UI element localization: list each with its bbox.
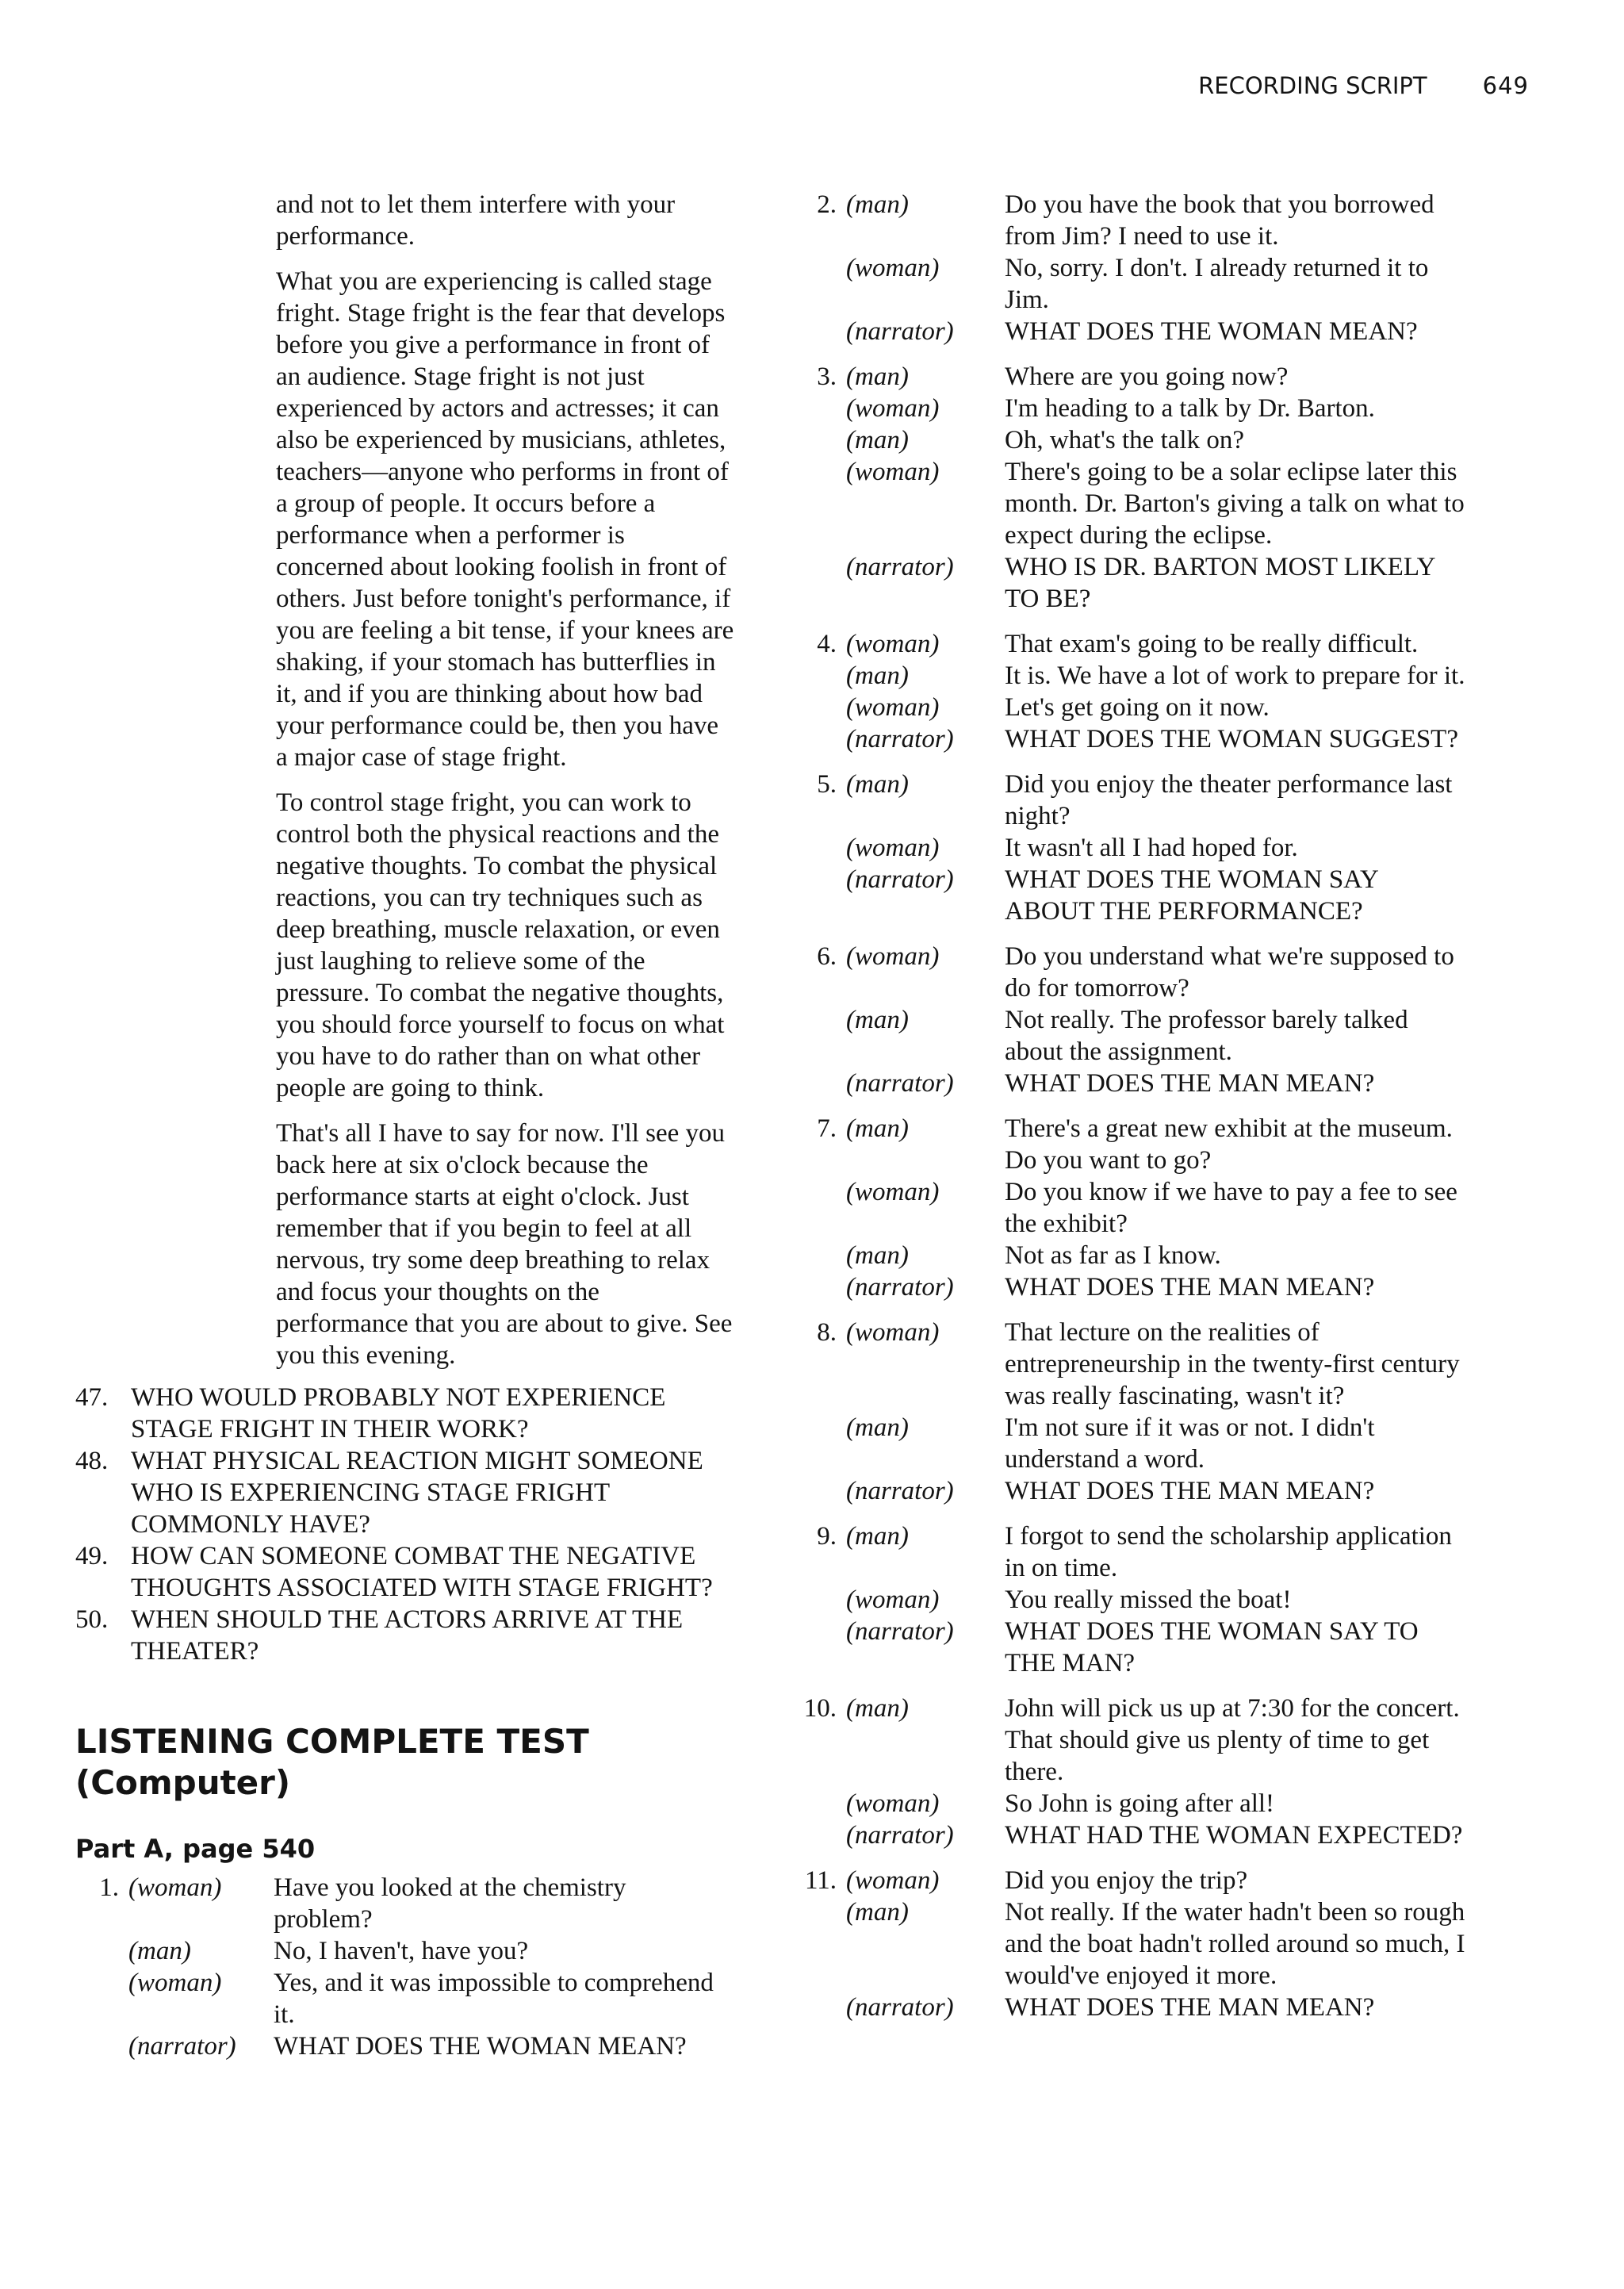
- dialogue-line: [793, 1317, 1507, 1412]
- dialogue-item: [793, 1865, 1507, 2023]
- speaker-label: (man): [846, 1522, 909, 1551]
- speaker-label: (woman): [846, 1789, 940, 1818]
- speaker-label: (man): [846, 1898, 909, 1927]
- dialogue-line: [793, 1992, 1507, 2023]
- item-number: 2.: [817, 190, 837, 219]
- speaker-label: (woman): [846, 942, 940, 971]
- speaker-label: (narrator): [846, 553, 954, 581]
- line-text: That exam's going to be really difficult.: [1005, 630, 1419, 658]
- speaker-label: (narrator): [846, 1069, 954, 1098]
- dialogue-line: [793, 941, 1507, 1004]
- dialogue-line: [793, 1412, 1507, 1475]
- speaker-label: (narrator): [846, 1617, 954, 1646]
- dialogue-line: [793, 456, 1507, 551]
- dialogue-item: [793, 1693, 1507, 1851]
- line-text: Do you know if we have to pay a fee to see the exhibit?: [1005, 1178, 1457, 1238]
- line-text: I forgot to send the scholarship application in on time.: [1005, 1522, 1452, 1582]
- line-text: Not as far as I know.: [1005, 1241, 1221, 1270]
- dialogue-line: [793, 1113, 1507, 1176]
- dialogue-line: [793, 1819, 1507, 1851]
- question-text: WHAT PHYSICAL REACTION MIGHT SOMEONE WHO IS EXPERIENCING STAGE FRIGHT COMMONLY HAVE?: [131, 1447, 703, 1539]
- line-text: It is. We have a lot of work to prepare for it.: [1005, 661, 1465, 690]
- dialogue-line: [75, 2030, 733, 2062]
- question-item: [75, 1382, 733, 1445]
- dialogue-item: [793, 1317, 1507, 1507]
- section-title: [75, 1721, 733, 1804]
- speaker-label: (man): [846, 661, 909, 690]
- dialogue-item: [75, 1872, 733, 2062]
- dialogue-item: [793, 361, 1507, 615]
- speaker-label: (woman): [846, 1178, 940, 1206]
- line-text: Did you enjoy the theater performance last night?: [1005, 770, 1453, 830]
- line-text: There's a great new exhibit at the museum. Do you want to go?: [1005, 1114, 1453, 1175]
- dialogue-line: [793, 832, 1507, 864]
- speaker-label: (man): [846, 426, 909, 454]
- question-list: [75, 1382, 733, 1667]
- speaker-label: (woman): [128, 1873, 222, 1902]
- speaker-label: (woman): [846, 693, 940, 722]
- section-title-line: LISTENING COMPLETE TEST: [75, 1722, 589, 1761]
- line-text: WHAT DOES THE WOMAN MEAN?: [274, 2032, 687, 2061]
- line-text: Not really. The professor barely talked about the assignment.: [1005, 1006, 1408, 1066]
- dialogue-line: [793, 1475, 1507, 1507]
- dialogue-line: [793, 393, 1507, 424]
- line-text: WHAT DOES THE MAN MEAN?: [1005, 1273, 1375, 1302]
- dialogue-line: [793, 1896, 1507, 1992]
- line-text: WHAT DOES THE WOMAN MEAN?: [1005, 317, 1418, 346]
- item-number: 11.: [804, 1866, 837, 1895]
- dialogue-line: [75, 1935, 733, 1967]
- item-number: 4.: [817, 630, 837, 658]
- script-paragraph: What you are experiencing is called stage fright. Stage fright is the fear that develops before you give a performance in front of an audience. Stage fright is not just experienced by actors and actresses; it can also be experienced by musicians, athletes, teachers—anyone who performs in front of a group of people. It occurs before a performance when a performer is concerned about looking foolish in front of others. Just before tonight's performance, if you are feeling a bit tense, if your knees are shaking, if your stomach has butterflies in it, and if you are thinking about how bad your performance could be, then you have a major case of stage fright.: [276, 267, 734, 772]
- line-text: WHAT DOES THE MAN MEAN?: [1005, 1477, 1375, 1505]
- line-text: John will pick us up at 7:30 for the concert. That should give us plenty of time to get there.: [1005, 1694, 1460, 1786]
- script-paragraph: and not to let them interfere with your performance.: [276, 190, 676, 251]
- line-text: You really missed the boat!: [1005, 1585, 1292, 1614]
- speaker-label: (man): [128, 1937, 191, 1965]
- speaker-label: (narrator): [846, 1821, 954, 1850]
- item-number: 10.: [803, 1694, 837, 1723]
- dialogue-line: [793, 628, 1507, 660]
- running-title: RECORDING SCRIPT: [1198, 72, 1427, 99]
- speaker-label: (narrator): [846, 1477, 954, 1505]
- line-text: WHAT DOES THE WOMAN SAY TO THE MAN?: [1005, 1617, 1419, 1677]
- dialogue-line: [793, 316, 1507, 347]
- dialogue-item: [793, 769, 1507, 927]
- speaker-label: (woman): [846, 1318, 940, 1347]
- dialogue-line: [793, 1788, 1507, 1819]
- line-text: Yes, and it was impossible to comprehend it.: [274, 1969, 714, 2029]
- dialogue-item: [793, 1113, 1507, 1303]
- speaker-label: (woman): [846, 1585, 940, 1614]
- right-column: [793, 189, 1507, 2037]
- speaker-label: (woman): [846, 254, 940, 282]
- dialogue-line: [793, 1240, 1507, 1271]
- speaker-label: (man): [846, 1241, 909, 1270]
- speaker-label: (man): [846, 1413, 909, 1442]
- item-number: 5.: [817, 770, 837, 799]
- dialogue-item: [793, 1520, 1507, 1679]
- question-number: 50.: [75, 1605, 109, 1634]
- item-number: 1.: [99, 1873, 119, 1902]
- page-number: 649: [1482, 72, 1529, 99]
- question-item: [75, 1604, 733, 1667]
- speaker-label: (narrator): [846, 725, 954, 753]
- page-header: [1198, 70, 1529, 102]
- speaker-label: (woman): [846, 458, 940, 486]
- line-text: Not really. If the water hadn't been so rough and the boat hadn't rolled around so much, I would've enjoyed it more.: [1005, 1898, 1465, 1990]
- dialogue-line: [75, 1967, 733, 2030]
- dialogue-line: [793, 1865, 1507, 1896]
- dialogue-line: [793, 723, 1507, 755]
- line-text: There's going to be a solar eclipse later this month. Dr. Barton's giving a talk on what to expect during the eclipse.: [1005, 458, 1465, 550]
- dialogue-line: [793, 1693, 1507, 1788]
- dialogue-line: [793, 1004, 1507, 1068]
- speaker-label: (man): [846, 190, 909, 219]
- dialogue-line: [793, 424, 1507, 456]
- dialogue-line: [793, 361, 1507, 393]
- speaker-label: (woman): [846, 394, 940, 423]
- dialogue-line: [75, 1872, 733, 1935]
- line-text: WHAT DOES THE MAN MEAN?: [1005, 1069, 1375, 1098]
- dialogue-item: [793, 189, 1507, 347]
- speaker-label: (narrator): [846, 1273, 954, 1302]
- speaker-label: (woman): [846, 630, 940, 658]
- line-text: Let's get going on it now.: [1005, 693, 1270, 722]
- line-text: I'm heading to a talk by Dr. Barton.: [1005, 394, 1375, 423]
- speaker-label: (man): [846, 1114, 909, 1143]
- dialogue-line: [793, 1616, 1507, 1679]
- dialogue-line: [793, 692, 1507, 723]
- speaker-label: (man): [846, 362, 909, 391]
- line-text: So John is going after all!: [1005, 1789, 1275, 1818]
- dialogue-item: [793, 628, 1507, 755]
- line-text: Do you understand what we're supposed to do for tomorrow?: [1005, 942, 1454, 1003]
- line-text: WHAT HAD THE WOMAN EXPECTED?: [1005, 1821, 1463, 1850]
- dialogue-line: [793, 252, 1507, 316]
- line-text: WHAT DOES THE MAN MEAN?: [1005, 1993, 1375, 2022]
- speaker-label: (narrator): [846, 317, 954, 346]
- item-number: 6.: [817, 942, 837, 971]
- part-title: Part A, page 540: [75, 1834, 316, 1864]
- line-text: Have you looked at the chemistry problem?: [274, 1873, 626, 1934]
- line-text: WHO IS DR. BARTON MOST LIKELY TO BE?: [1005, 553, 1435, 613]
- question-text: HOW CAN SOMEONE COMBAT THE NEGATIVE THOUGHTS ASSOCIATED WITH STAGE FRIGHT?: [131, 1542, 713, 1602]
- item-number: 7.: [817, 1114, 837, 1143]
- question-number: 47.: [75, 1383, 109, 1412]
- speaker-label: (woman): [846, 1866, 940, 1895]
- item-number: 8.: [817, 1318, 837, 1347]
- question-number: 48.: [75, 1447, 109, 1475]
- line-text: WHAT DOES THE WOMAN SAY ABOUT THE PERFORMANCE?: [1005, 865, 1378, 926]
- item-number: 9.: [817, 1522, 837, 1551]
- line-text: No, sorry. I don't. I already returned it to Jim.: [1005, 254, 1429, 314]
- section-title-line: (Computer): [75, 1763, 291, 1802]
- question-text: WHEN SHOULD THE ACTORS ARRIVE AT THE THEATER?: [131, 1605, 684, 1666]
- item-number: 3.: [817, 362, 837, 391]
- dialogue-line: [793, 864, 1507, 927]
- line-text: Do you have the book that you borrowed from Jim? I need to use it.: [1005, 190, 1434, 251]
- line-text: Where are you going now?: [1005, 362, 1289, 391]
- dialogue-line: [793, 1271, 1507, 1303]
- speaker-label: (narrator): [846, 1993, 954, 2022]
- dialogue-line: [793, 1520, 1507, 1584]
- dialogue-line: [793, 1068, 1507, 1099]
- line-text: WHAT DOES THE WOMAN SUGGEST?: [1005, 725, 1458, 753]
- speaker-label: (woman): [846, 834, 940, 862]
- dialogue-line: [793, 660, 1507, 692]
- speaker-label: (man): [846, 1694, 909, 1723]
- line-text: I'm not sure if it was or not. I didn't understand a word.: [1005, 1413, 1375, 1474]
- line-text: Oh, what's the talk on?: [1005, 426, 1244, 454]
- dialogue-line: [793, 551, 1507, 615]
- line-text: It wasn't all I had hoped for.: [1005, 834, 1298, 862]
- speaker-label: (narrator): [128, 2032, 236, 2061]
- dialogue-line: [793, 189, 1507, 252]
- question-item: [75, 1445, 733, 1540]
- line-text: That lecture on the realities of entrepreneurship in the twenty-first century was really fascinating, wasn't it?: [1005, 1318, 1460, 1410]
- dialogue-line: [793, 1176, 1507, 1240]
- speaker-label: (narrator): [846, 865, 954, 894]
- speaker-label: (man): [846, 1006, 909, 1034]
- question-text: WHO WOULD PROBABLY NOT EXPERIENCE STAGE FRIGHT IN THEIR WORK?: [131, 1383, 666, 1444]
- dialogue-line: [793, 1584, 1507, 1616]
- speaker-label: (woman): [128, 1969, 222, 1997]
- script-paragraph: To control stage fright, you can work to control both the physical reactions and the negative thoughts. To combat the physical reactions, you can try techniques such as deep breathing, muscle relaxation, or even just laughing to relieve some of the pressure. To combat the negative thoughts, you should force yourself to focus on what you have to do rather than on what other people are going to think.: [276, 788, 725, 1102]
- line-text: Did you enjoy the trip?: [1005, 1866, 1248, 1895]
- line-text: No, I haven't, have you?: [274, 1937, 529, 1965]
- script-paragraph: That's all I have to say for now. I'll see you back here at six o'clock because the performance starts at eight o'clock. Just remember that if you begin to feel at all nervous, try some deep breathing to relax and focus your thoughts on the performance that you are about to give. See you this evening.: [276, 1119, 733, 1370]
- dialogue-item: [793, 941, 1507, 1099]
- speaker-label: (man): [846, 770, 909, 799]
- question-number: 49.: [75, 1542, 109, 1570]
- dialogue-line: [793, 769, 1507, 832]
- question-item: [75, 1540, 733, 1604]
- left-column: [75, 189, 733, 2076]
